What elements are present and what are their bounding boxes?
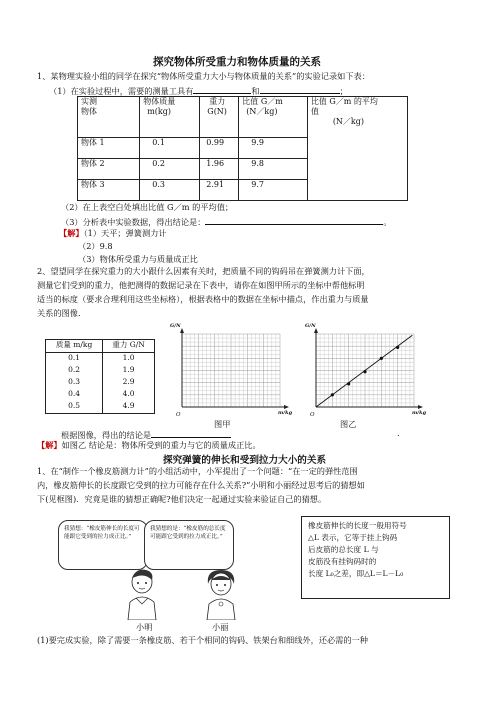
table-cell: 9.8 (239, 159, 308, 180)
table-cell: 0.4 (46, 389, 103, 401)
note-box-delta-l (301, 516, 450, 599)
table-cell: 0.2 (46, 365, 103, 377)
table-cell: 1.96 (200, 159, 239, 180)
q1-answer-2: （2）9.8 (78, 241, 113, 251)
table-cell: 0.3 (46, 377, 103, 389)
q1-line1: 1、某物理实验小组的同学在探究“物体所受重力大小与物体质量的关系”的实验记录如下表： (37, 71, 370, 81)
answer-text: 如图乙 结论是：物体所受到的重力与它的质量成正比。 (61, 440, 261, 450)
boy-illustration (118, 568, 168, 620)
table-cell: 0.5 (46, 401, 103, 414)
table-header-weight: 重力 G/N (103, 340, 155, 353)
speech-bubble-xiaoming: 我猜想：“橡皮筋伸长的长度可能跟它受到的拉力成正比。” (58, 520, 148, 570)
x-axis-arrow (284, 405, 289, 409)
graph-jia-caption: 图甲 (214, 419, 231, 429)
graph-jia-origin: O (176, 412, 181, 418)
q1-answer-3: （3）物体所受重力与质量成正比 (78, 254, 198, 264)
q2-line2: 测量它们受到的重力，他把测得的数据记录在下表中，请你在如图甲所示的坐标中帮他标明 (37, 280, 365, 290)
q1-line3: （2）在上表空白处填出比值 G／m 的平均值； (61, 202, 234, 212)
table-header-mass-2: m(kg) (147, 107, 171, 116)
q1-line2-and: 和 (251, 86, 260, 96)
table-header-avg-2: 值 (310, 107, 319, 116)
graph-yi-caption: 图乙 (340, 419, 357, 429)
data-point (331, 393, 334, 396)
graph-yi-origin: O (310, 412, 315, 418)
table-cell: 2.91 (200, 180, 239, 201)
q1-line4 (61, 215, 392, 228)
name-xiaoli: 小丽 (212, 622, 229, 632)
q2-line4: 关系的图像. (37, 308, 81, 318)
table-cell: 0.2 (140, 159, 200, 180)
q2-line5-end: . (397, 428, 400, 438)
graph-jia-xlabel: m/kg (278, 410, 293, 416)
girl-illustration (196, 568, 246, 620)
table-cell: 0.1 (140, 138, 200, 159)
graph-jia (168, 326, 293, 418)
q1-line4-end: 。 (383, 217, 392, 227)
table-cell: 9.7 (239, 180, 308, 201)
note-line: 长度 L₀之差，即△L＝L－L₀ (308, 569, 404, 578)
q2-line3: 适当的标度（要求合理利用这些坐标格），根据表格中的数据在坐标中描点，作出重力与质量 (37, 294, 369, 304)
table-header-mass: 质量 m/kg (46, 340, 103, 353)
q2-line5-text: 根据图像，得出的结论是 (61, 430, 152, 440)
graph-yi (302, 326, 427, 418)
table-header-object-2: 物体 (81, 107, 97, 116)
table-header-ratio-2: (N／kg) (246, 107, 278, 116)
table-cell: 1.0 (103, 353, 155, 365)
note-line: 皮筋没有挂钩码时的 (308, 557, 377, 566)
q3-line3: 下(见框图)．究竟是谁的猜想正确呢?他们决定一起通过实验来验证自己的猜想。 (37, 494, 327, 504)
graph-jia-grid (182, 334, 280, 407)
section-title-spring: 探究弹簧的伸长和受到拉力大小的关系 (163, 455, 327, 466)
q1-line2-end: ； (339, 86, 348, 96)
table-cell: 1.9 (103, 365, 155, 377)
table-header-mass-1: 物体质量 (143, 97, 176, 106)
table-cell: 9.9 (239, 138, 308, 159)
q1-answer-1 (59, 228, 167, 239)
note-line: △L 表示，它等于挂上钩码 (308, 533, 398, 542)
q3-line4: (1)要完成实验，除了需要一条橡皮筋、若干个相同的钩码、铁架台和细线外，还必需的一种 (37, 635, 368, 645)
section-title-gravity: 探究物体所受重力和物体质量的关系 (153, 56, 321, 68)
table-header-avg-1: 比值 G／m 的平均 (310, 97, 378, 106)
q2-answer (37, 440, 261, 451)
table-cell: 4.0 (103, 389, 155, 401)
q3-line1: 1、在“制作一个橡皮筋测力计”的小组活动中，小军提出了一个问题：“在一定的弹性范围 (37, 466, 358, 476)
data-point (347, 382, 350, 385)
answer-text: （1）天平；弹簧测力计 (83, 228, 167, 238)
q3-line2: 内，橡皮筋伸长的长度跟它受到的拉力可能存在什么关系?”小明和小丽经过思考后的猜想如 (37, 480, 365, 490)
table-header-object-1: 实测 (81, 97, 97, 106)
table-header-weight-1: 重力 (209, 97, 226, 106)
data-point (396, 346, 399, 349)
speech-bubble-xiaoli: 我猜想的是：“橡皮筋的总长度可能跟它受到的拉力成正比。” (144, 520, 234, 570)
table-cell: 物体 2 (78, 159, 140, 180)
graph-yi-xlabel: m/kg (412, 410, 427, 416)
table-cell: 物体 1 (78, 138, 140, 159)
q1-line2-text: （1）在实验过程中，需要的测量工具有 (49, 86, 194, 96)
graph-yi-ylabel: G/N (305, 323, 316, 329)
conclusion-blank[interactable] (205, 215, 383, 225)
table-header-weight-2: G(N) (207, 107, 227, 116)
table-cell: 0.3 (140, 180, 200, 201)
table-cell: 0.1 (46, 353, 103, 365)
x-axis-arrow (418, 405, 423, 409)
q2-data-table (45, 339, 155, 414)
q1-line4-text: （3）分析表中实验数据，得出结论是： (61, 217, 206, 227)
q1-data-table (77, 96, 408, 201)
data-point (380, 357, 383, 360)
table-cell: 物体 3 (78, 180, 140, 201)
table-header-ratio-1: 比值 G／m (242, 97, 283, 106)
note-line: 橡皮筋伸长的长度一般用符号 (308, 521, 407, 530)
data-point (363, 370, 366, 373)
tool-blank-2[interactable] (260, 84, 340, 94)
answer-tag: 【解】 (37, 440, 62, 450)
graph-jia-ylabel: G/N (170, 323, 181, 329)
note-line: 后皮筋的总长度 L 与 (308, 545, 379, 554)
table-header-avg-3: (N／kg) (332, 117, 365, 126)
table-cell: 0.99 (200, 138, 239, 159)
answer-tag: 【解】 (59, 228, 84, 238)
q2-line1: 2、望望同学在探究重力的大小跟什么因素有关时，把质量不同的钩码吊在弹簧测力计下面， (37, 266, 370, 276)
tool-blank-1[interactable] (193, 84, 251, 94)
name-xiaoming: 小明 (136, 622, 153, 632)
table-cell: 4.9 (103, 401, 155, 414)
table-cell: 2.9 (103, 377, 155, 389)
